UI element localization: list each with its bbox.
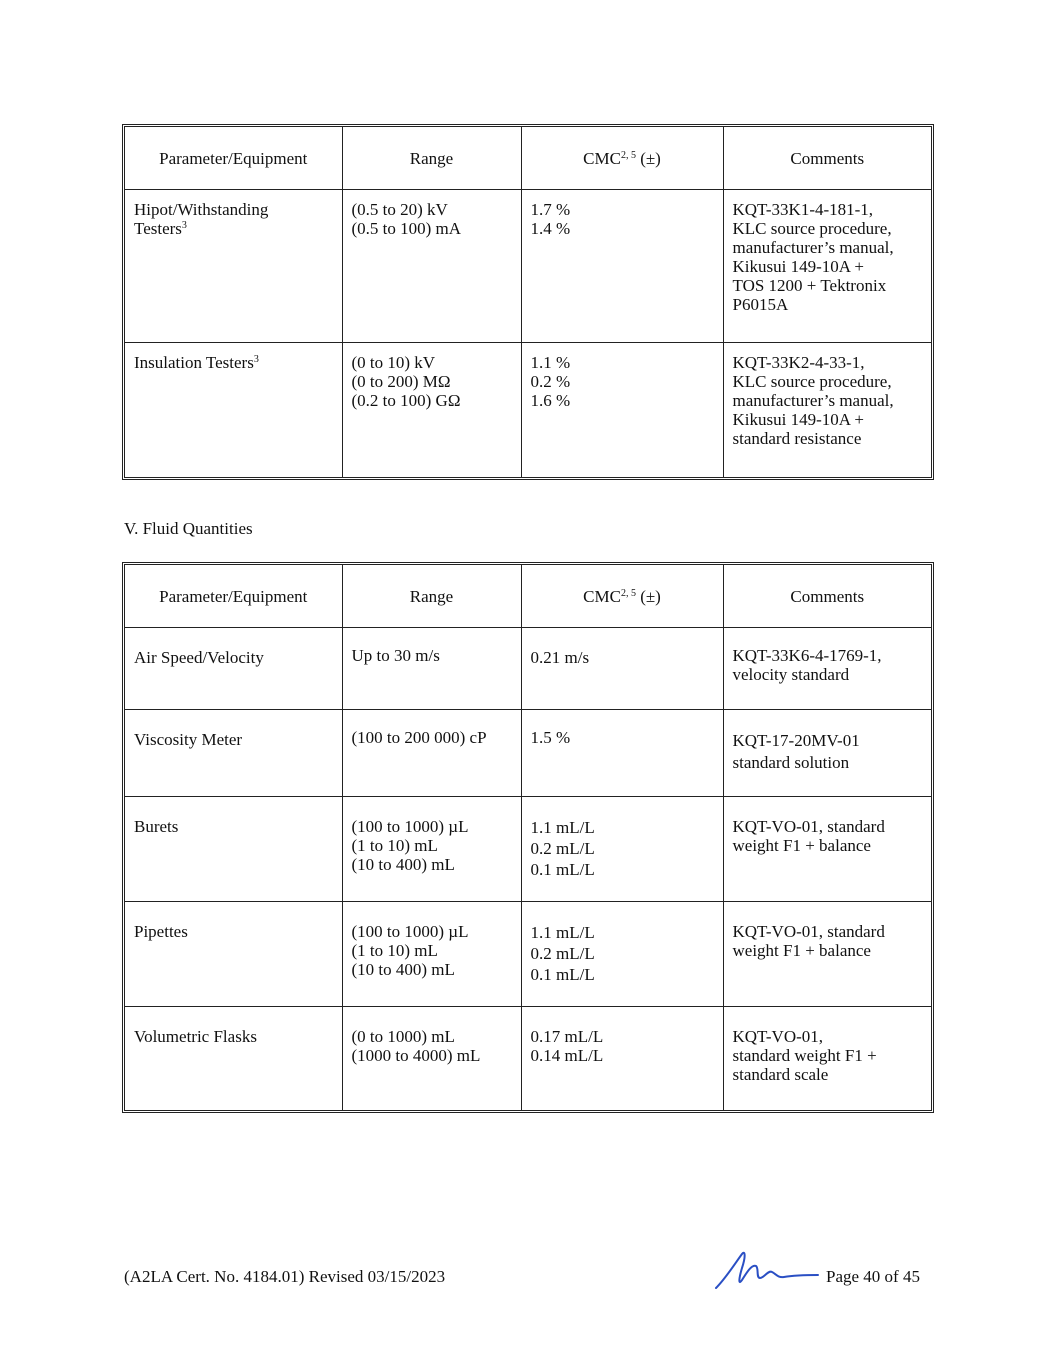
header-parameter: Parameter/Equipment — [125, 127, 342, 190]
comments-cell: KQT-VO-01, standard weight F1 + balance — [723, 902, 931, 1007]
param-cell: Air Speed/Velocity — [125, 628, 342, 710]
header-parameter: Parameter/Equipment — [125, 565, 342, 628]
signature-image — [712, 1248, 822, 1292]
range-cell: (0 to 1000) mL (1000 to 4000) mL — [342, 1007, 521, 1110]
table-row — [125, 797, 931, 902]
param-cell: Burets — [125, 797, 342, 902]
param-cell: Viscosity Meter — [125, 710, 342, 797]
cmc-cell: 1.1 mL/L 0.2 mL/L 0.1 mL/L — [521, 797, 723, 902]
param-cell: Insulation Testers$^3$ — [125, 343, 342, 477]
comments-cell: KQT-VO-01, standard weight F1 + balance — [723, 797, 931, 902]
section-title: V. Fluid Quantities — [124, 519, 253, 538]
comments-cell: KQT-VO-01, standard weight F1 + standard scale — [723, 1007, 931, 1110]
range-cell: (0 to 10) kV (0 to 200) MΩ (0.2 to 100) GΩ — [342, 343, 521, 477]
header-comments: Comments — [723, 127, 931, 190]
cmc-cell: 1.1 mL/L 0.2 mL/L 0.1 mL/L — [521, 902, 723, 1007]
table-row — [125, 1007, 931, 1110]
param-cell: Hipot/Withstanding Testers$^3$ — [125, 190, 342, 343]
table-header-row — [125, 127, 931, 190]
cmc-cell: 1.5 % — [521, 710, 723, 797]
comments-cell: KQT-33K2-4-33-1, KLC source procedure, manufacturer’s manual, Kikusui 149-10A + standard resistance — [723, 343, 931, 477]
table-header-row — [125, 565, 931, 628]
table-row — [125, 902, 931, 1007]
cmc-cell: 1.1 % 0.2 % 1.6 % — [521, 343, 723, 477]
table-electrical — [122, 124, 934, 480]
range-cell: (100 to 1000) µL (1 to 10) mL (10 to 400) mL — [342, 902, 521, 1007]
comments-cell: KQT-33K6-4-1769-1, velocity standard — [723, 628, 931, 710]
comments-cell: KQT-33K1-4-181-1, KLC source procedure, manufacturer’s manual, Kikusui 149-10A + TOS 1200 + Tektronix P6015A — [723, 190, 931, 343]
table-fluid-quantities — [122, 562, 934, 1113]
range-cell: Up to 30 m/s — [342, 628, 521, 710]
cmc-cell: 1.7 % 1.4 % — [521, 190, 723, 343]
table-row — [125, 628, 931, 710]
footer-cert: (A2LA Cert. No. 4184.01) Revised 03/15/2023 — [124, 1267, 446, 1286]
cmc-cell: 0.21 m/s — [521, 628, 723, 710]
header-comments: Comments — [723, 565, 931, 628]
cmc-cell: 0.17 mL/L 0.14 mL/L — [521, 1007, 723, 1110]
header-cmc: CMC$^{2, 5}$ (±) — [521, 127, 723, 190]
param-cell: Pipettes — [125, 902, 342, 1007]
range-cell: (100 to 1000) µL (1 to 10) mL (10 to 400) mL — [342, 797, 521, 902]
range-cell: (100 to 200 000) cP — [342, 710, 521, 797]
page-number: Page 40 of 45 — [826, 1267, 920, 1286]
table-row — [125, 710, 931, 797]
table-row — [125, 343, 931, 477]
range-cell: (0.5 to 20) kV (0.5 to 100) mA — [342, 190, 521, 343]
param-cell: Volumetric Flasks — [125, 1007, 342, 1110]
header-range: Range — [342, 565, 521, 628]
header-cmc: CMC$^{2, 5}$ (±) — [521, 565, 723, 628]
header-range: Range — [342, 127, 521, 190]
comments-cell: KQT-17-20MV-01 standard solution — [723, 710, 931, 797]
table-row — [125, 190, 931, 343]
